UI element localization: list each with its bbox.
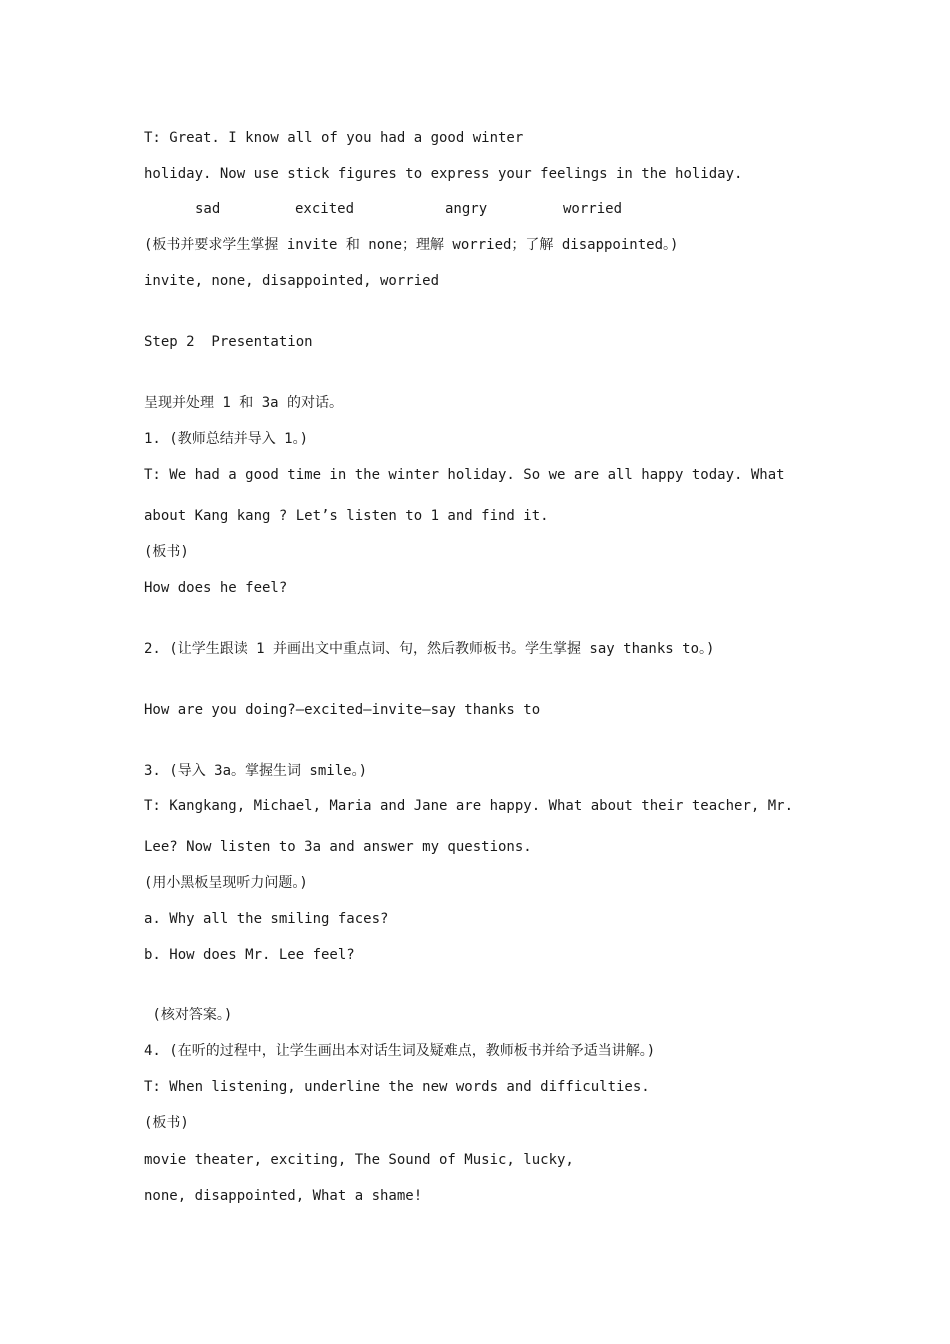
- section-heading: Step 2 Presentation: [144, 334, 313, 350]
- text-line: Lee? Now listen to 3a and answer my questions.: [144, 839, 532, 855]
- text-line: movie theater, exciting, The Sound of Music, lucky,: [144, 1152, 574, 1168]
- text-line: holiday. Now use stick figures to express your feelings in the holiday.: [144, 166, 743, 182]
- feeling-angry: angry: [445, 201, 488, 217]
- text-line: 2. (让学生跟读 1 并画出文中重点词、句，然后教师板书。学生掌握 say thanks to。): [144, 641, 715, 657]
- text-line: How does he feel?: [144, 580, 288, 596]
- text-line: (核对答案。): [144, 1007, 233, 1023]
- text-line: about Kang kang ? Let’s listen to 1 and find it.: [144, 508, 549, 524]
- text-line: T: When listening, underline the new words and difficulties.: [144, 1079, 650, 1095]
- feeling-excited: excited: [295, 201, 355, 217]
- text-line: 4. (在听的过程中，让学生画出本对话生词及疑难点，教师板书并给予适当讲解。): [144, 1043, 656, 1059]
- text-line: T: Great. I know all of you had a good winter: [144, 130, 524, 146]
- text-line: How are you doing?—excited—invite—say thanks to: [144, 702, 541, 718]
- text-line: (板书): [144, 1115, 189, 1131]
- text-line: 呈现并处理 1 和 3a 的对话。: [144, 395, 344, 411]
- text-line: a. Why all the smiling faces?: [144, 911, 389, 927]
- feeling-sad: sad: [195, 201, 221, 217]
- feeling-worried: worried: [563, 201, 623, 217]
- text-line: invite, none, disappointed, worried: [144, 273, 440, 289]
- text-line: b. How does Mr. Lee feel?: [144, 947, 355, 963]
- text-line: 1. (教师总结并导入 1。): [144, 431, 309, 447]
- text-line: none, disappointed, What a shame!: [144, 1188, 423, 1204]
- text-line: (板书): [144, 544, 189, 560]
- text-line: T: We had a good time in the winter holiday. So we are all happy today. What: [144, 467, 785, 483]
- feelings-row: [0, 200, 950, 220]
- text-line: 3. (导入 3a。掌握生词 smile。): [144, 763, 368, 779]
- text-line: T: Kangkang, Michael, Maria and Jane are happy. What about their teacher, Mr.: [144, 798, 794, 814]
- text-line: (板书并要求学生掌握 invite 和 none；理解 worried；了解 disappointed。): [144, 237, 679, 253]
- text-line: (用小黑板呈现听力问题。): [144, 875, 308, 891]
